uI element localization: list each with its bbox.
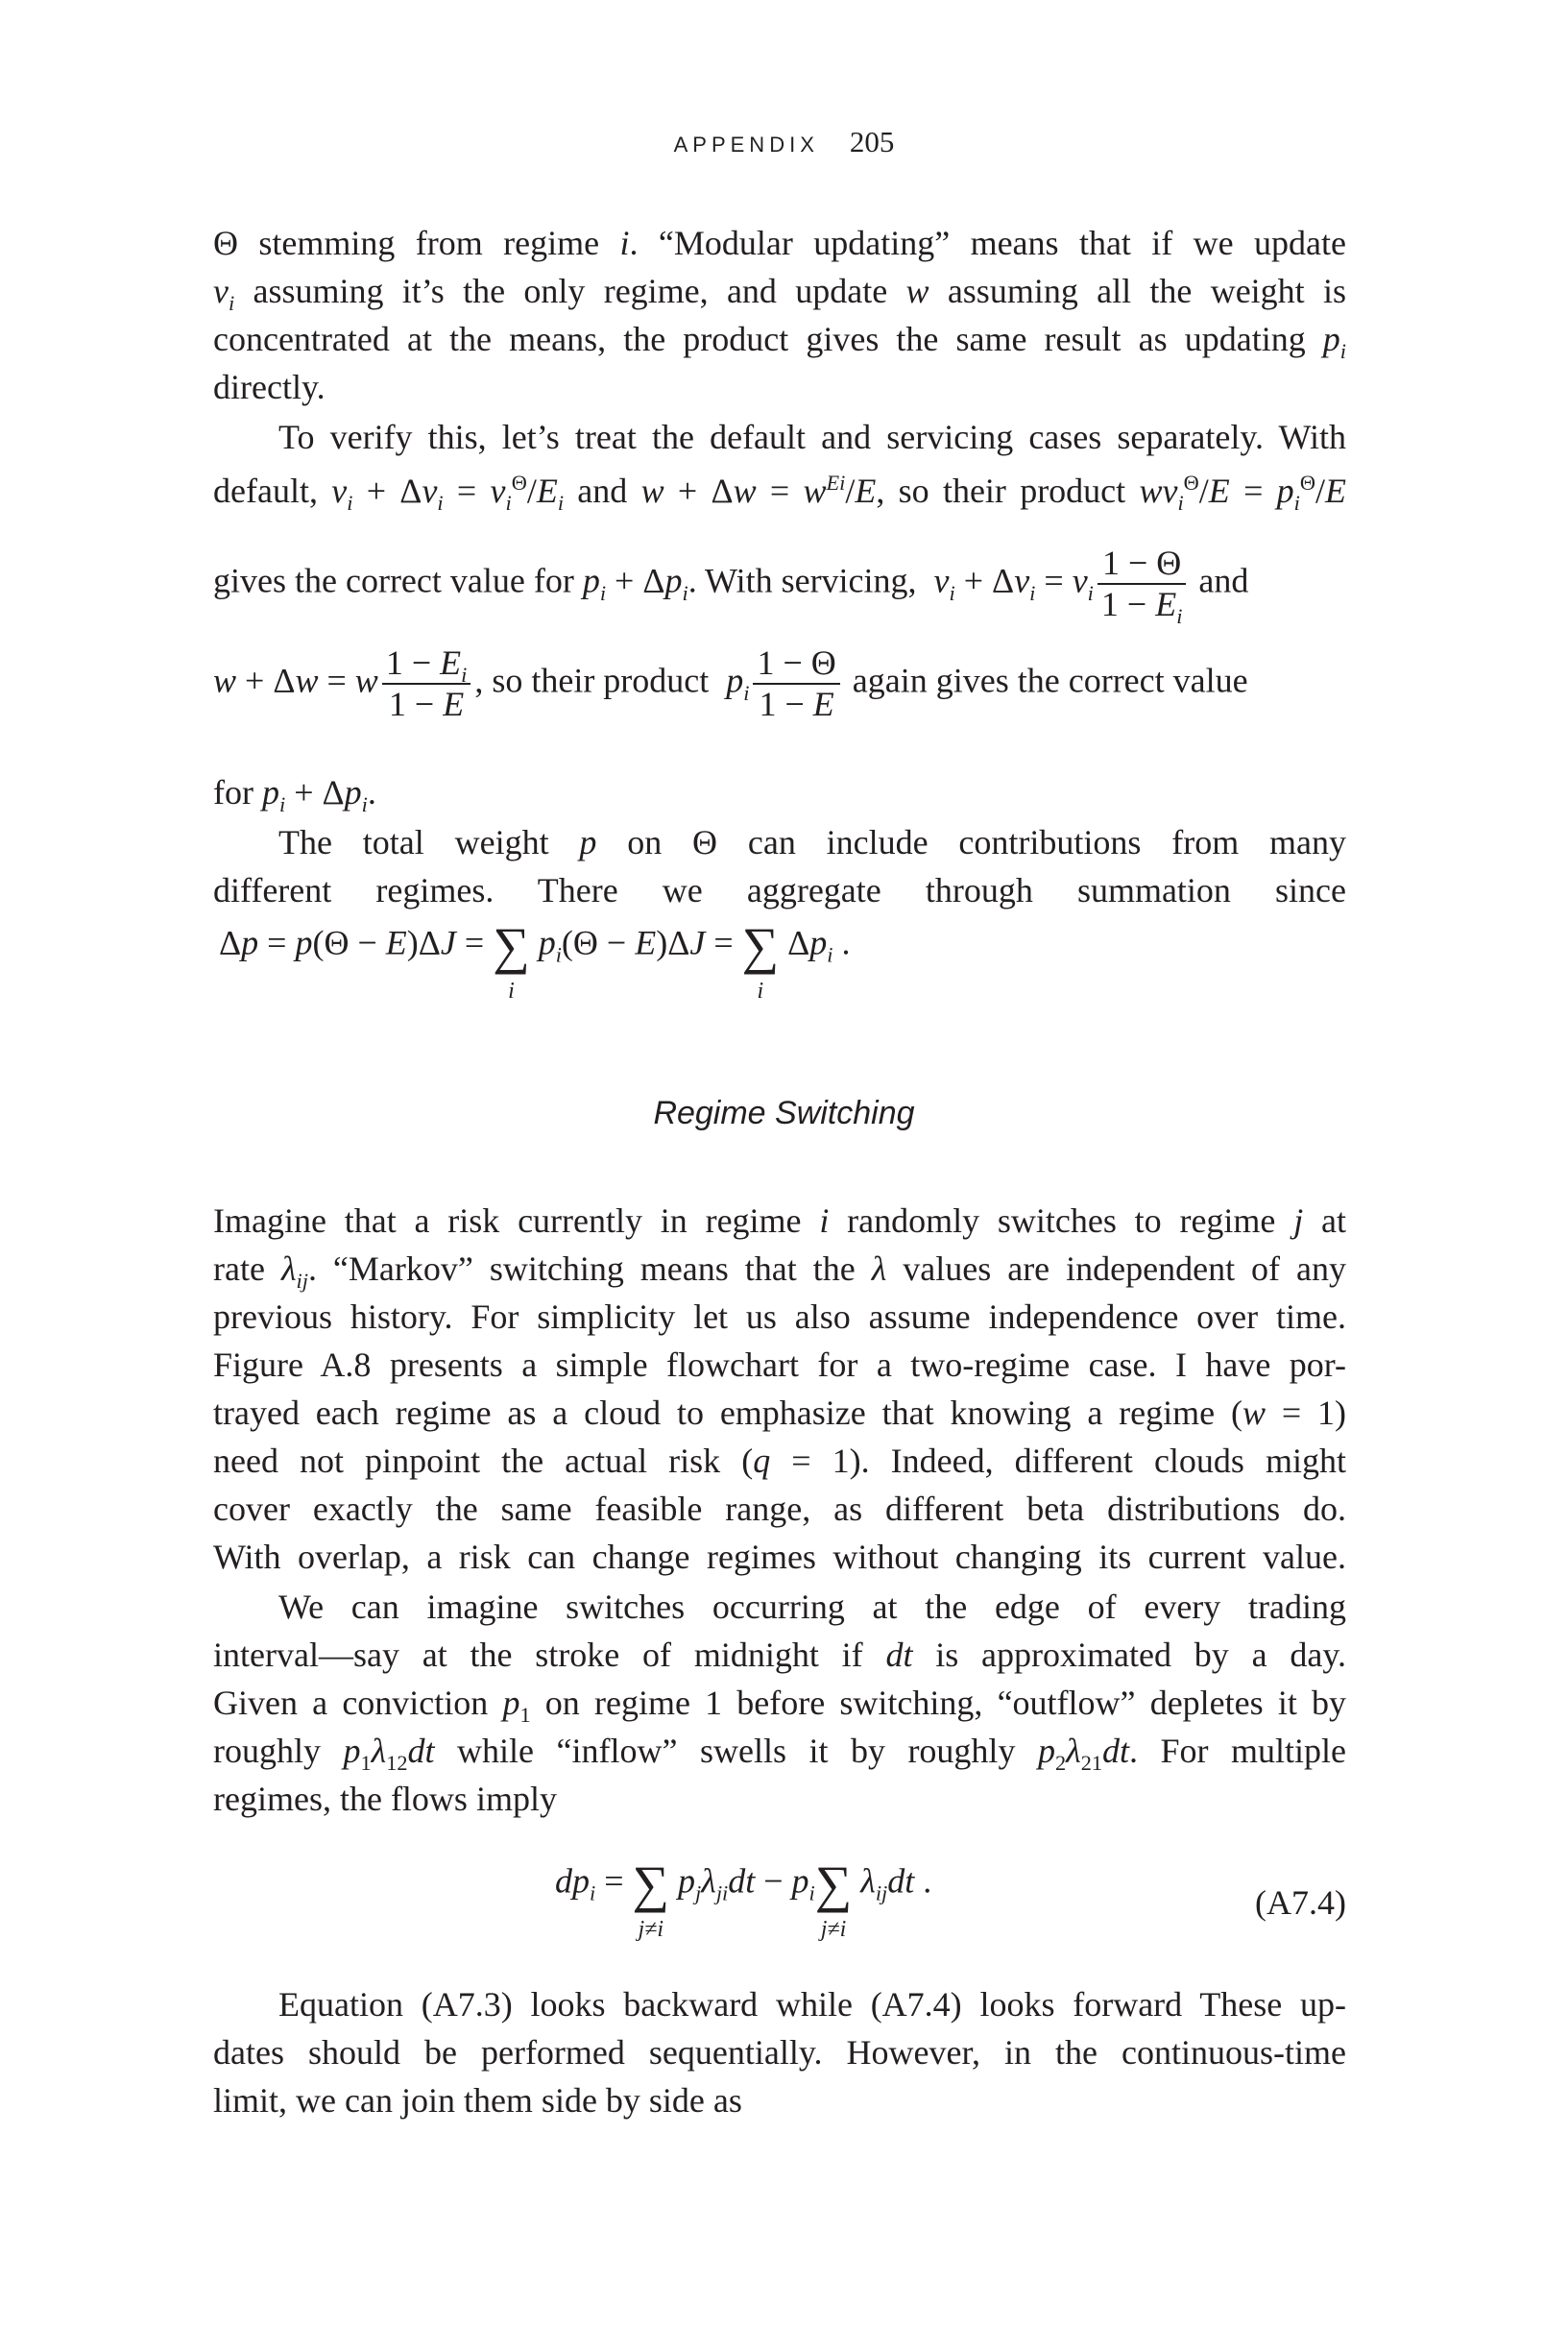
- equation-number: (A7.4): [1255, 1883, 1346, 1922]
- text-line: need not pinpoint the actual risk (q = 1). Indeed, different clouds might: [213, 1442, 1346, 1480]
- equation-flows: $dp_i$ = ∑ j≠i $p_j\lambda_{ji}dt - p_i\sum$ j≠i $\lambda_{ij}dt$ .: [555, 1855, 932, 1942]
- text-line: Given a conviction $p_1$ on regime 1 before switching, “outflow” depletes it by: [213, 1684, 1347, 1728]
- text-line: trayed each regime as a cloud to emphasize that knowing a regime (w = 1): [213, 1394, 1347, 1432]
- text-line: limit, we can join them side by side as: [213, 2081, 742, 2120]
- text-line: Figure A.8 presents a simple flowchart for a two-regime case. I have por-: [213, 1346, 1346, 1384]
- text-line: different regimes. There we aggregate through summation since: [213, 871, 1346, 909]
- text-line: for $p_i + \Delta p_i$.: [213, 773, 376, 817]
- running-head: APPENDIX: [673, 133, 819, 157]
- text-line: The total weight p on Θ can include contributions from many: [278, 823, 1347, 861]
- text-line: With overlap, a risk can change regimes without changing its current value.: [213, 1538, 1346, 1576]
- text-line: gives the correct value for $p_i + \Delta p_i$. With servicing, $v_i + \Delta v_i = v_i$ $\frac{1 - \Theta}{1 - E_i}$ and: [213, 544, 1249, 629]
- equation-aggregate: Δp = p(Θ − E)ΔJ = ∑ i $p_i(\Theta - E)\Delta J$ = ∑ i $\Delta p_i$ .: [219, 917, 851, 1004]
- text-line: w + Δw = w $\frac{1 - E_i}{1 - E}$ , so their product $p_i$ $\frac{1 - \Theta}{1 - E}$ again gives the correct value: [213, 643, 1248, 724]
- text-line: regimes, the flows imply: [213, 1780, 557, 1818]
- text-line: Imagine that a risk currently in regime i randomly switches to regime j at: [213, 1201, 1346, 1240]
- text-line: default, $v_i + \Delta v_i = v_i^\Theta/E_i$ and $w + \Delta w = w^{Ei}/E$, so their product $wv_i^\Theta/E = p_i^\Theta/E$: [213, 471, 1347, 516]
- text-line: cover exactly the same feasible range, as different beta distributions do.: [213, 1490, 1346, 1528]
- text-line: Equation (A7.3) looks backward while (A7.4) looks forward These up-: [278, 1985, 1346, 2024]
- text-line: $v_i$ assuming it’s the only regime, and update w assuming all the weight is: [213, 272, 1346, 316]
- text-line: directly.: [213, 368, 326, 406]
- text-line: rate $\lambda_{ij}$. “Markov” switching means that the λ values are independent of any: [213, 1249, 1347, 1294]
- text-line: We can imagine switches occurring at the edge of every trading: [278, 1588, 1346, 1626]
- text-line: roughly $p_1\lambda_{12}dt$ while “inflow” swells it by roughly $p_2\lambda_{21}dt$. For multiple: [213, 1732, 1346, 1776]
- page-number: 205: [849, 125, 895, 158]
- text-line: dates should be performed sequentially. However, in the continuous-time: [213, 2033, 1346, 2072]
- text-line: previous history. For simplicity let us also assume independence over time.: [213, 1297, 1346, 1336]
- text-line: To verify this, let’s treat the default and servicing cases separately. With: [278, 418, 1346, 456]
- text-line: concentrated at the means, the product gives the same result as updating $p_i$: [213, 320, 1346, 364]
- text-line: Θ stemming from regime i. “Modular updating” means that if we update: [213, 224, 1347, 262]
- page-header: [0, 125, 1568, 159]
- text-line: interval—say at the stroke of midnight if dt is approximated by a day.: [213, 1636, 1346, 1674]
- section-title: Regime Switching: [653, 1095, 915, 1131]
